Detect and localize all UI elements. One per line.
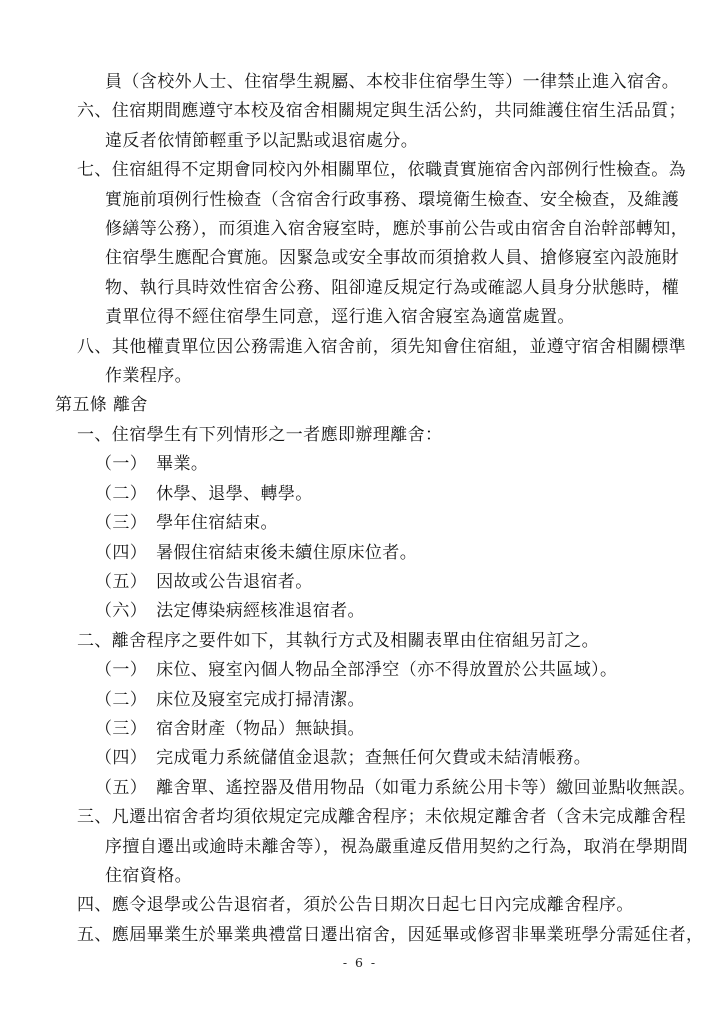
document-line: （二） 休學、退學、轉學。 bbox=[95, 483, 313, 504]
document-line: 住宿學生應配合實施。因緊急或安全事故而須搶救人員、搶修寢室內設施財 bbox=[105, 248, 680, 269]
document-line: 實施前項例行性檢查（含宿舍行政事務、環境衛生檢查、安全檢查，及維護 bbox=[105, 189, 680, 210]
document-line: 三、凡遷出宿舍者均須依規定完成離舍程序；未依規定離舍者（含未完成離舍程 bbox=[77, 807, 686, 828]
document-line: （四） 暑假住宿結束後未續住原床位者。 bbox=[95, 542, 418, 563]
document-line: （二） 床位及寢室完成打掃清潔。 bbox=[95, 689, 365, 710]
document-line: （五） 離舍單、遙控器及借用物品（如電力系統公用卡等）繳回並點收無誤。 bbox=[95, 777, 696, 798]
document-line: 違反者依情節輕重予以記點或退宿處分。 bbox=[105, 130, 419, 151]
document-body bbox=[55, 68, 704, 950]
document-line: 員（含校外人士、住宿學生親屬、本校非住宿學生等）一律禁止進入宿舍。 bbox=[105, 72, 680, 92]
document-line: 物、執行具時效性宿舍公務、阻卻違反規定行為或確認人員身分狀態時，權 bbox=[105, 277, 680, 298]
document-line: （六） 法定傳染病經核准退宿者。 bbox=[95, 601, 365, 622]
document-line: 六、住宿期間應遵守本校及宿舍相關規定與生活公約，共同維護住宿生活品質； bbox=[77, 101, 686, 122]
document-line: 作業程序。 bbox=[105, 366, 192, 387]
document-line: 一、住宿學生有下列情形之一者應即辦理離舍： bbox=[77, 424, 443, 445]
document-line: 住宿資格。 bbox=[105, 865, 192, 886]
document-line: 修繕等公務），而須進入宿舍寢室時，應於事前公告或由宿舍自治幹部轉知， bbox=[105, 219, 689, 240]
document-line: （一） 畢業。 bbox=[95, 454, 209, 475]
page-number: - 6 - bbox=[342, 955, 378, 970]
document-line: 責單位得不經住宿學生同意，逕行進入宿舍寢室為適當處置。 bbox=[105, 307, 575, 328]
document-line: 四、應令退學或公告退宿者，須於公告日期次日起七日內完成離舍程序。 bbox=[77, 895, 634, 916]
document-line: 七、住宿組得不定期會同校內外相關單位，依職責實施宿舍內部例行性檢查。為 bbox=[77, 160, 686, 181]
document-line: （五） 因故或公告退宿者。 bbox=[95, 571, 313, 592]
document-line: 八、其他權責單位因公務需進入宿舍前，須先知會住宿組，並遵守宿舍相關標準 bbox=[77, 336, 686, 357]
document-line: （一） 床位、寢室內個人物品全部淨空（亦不得放置於公共區域）。 bbox=[95, 660, 618, 681]
document-line: （三） 學年住宿結束。 bbox=[95, 513, 278, 534]
document-line: 五、應屆畢業生於畢業典禮當日遷出宿舍，因延畢或修習非畢業班學分需延住者， bbox=[77, 924, 704, 945]
document-line: 第五條 離舍 bbox=[55, 395, 148, 416]
document-line: 二、離舍程序之要件如下，其執行方式及相關表單由住宿組另訂之。 bbox=[77, 630, 599, 651]
document-line: 序擅自遷出或逾時未離舍等），視為嚴重違反借用契約之行為，取消在學期間 bbox=[105, 836, 689, 857]
document-line: （四） 完成電力系統儲值金退款；查無任何欠費或未結清帳務。 bbox=[95, 748, 592, 769]
document-line: （三） 宿舍財產（物品）無缺損。 bbox=[95, 718, 365, 739]
